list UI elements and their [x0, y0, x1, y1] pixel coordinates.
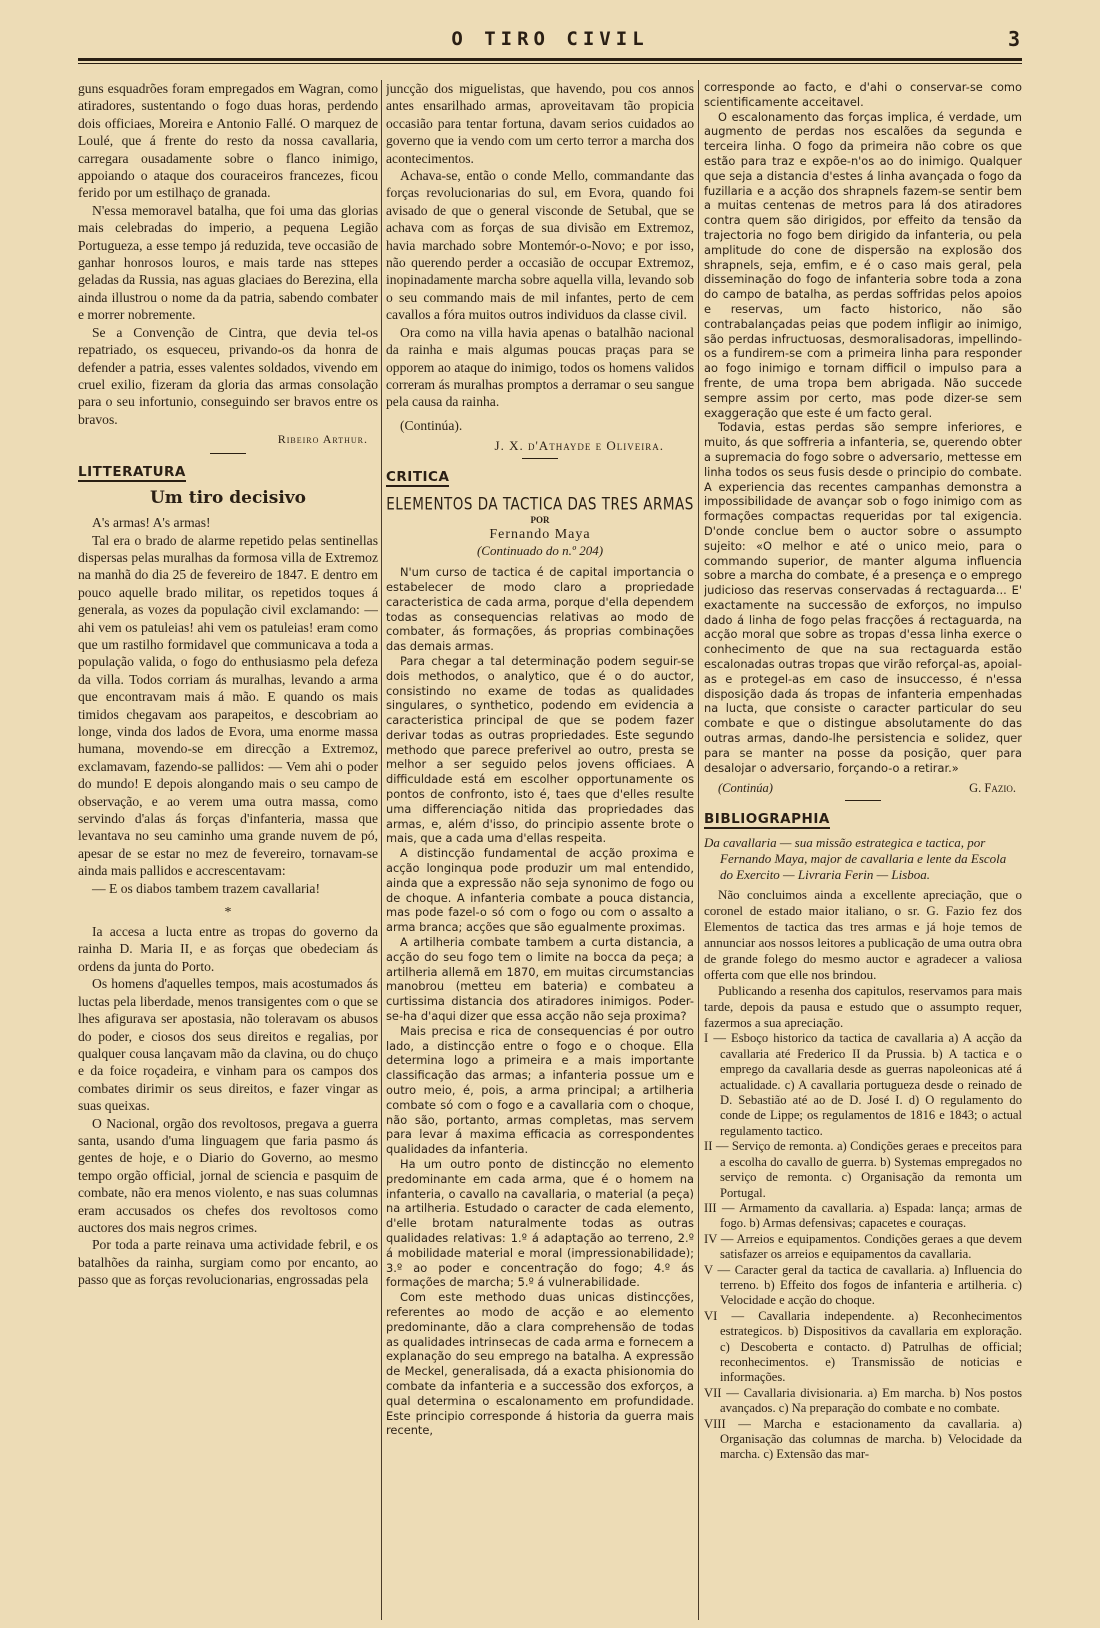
chapter-list-item: VI — Cavallaria independente. a) Reconhecimentos estrategicos. b) Dispositivos da cavallaria em exploração. c) Descoberta e contacto. d) Patrulhas de official; reconhecimentos. e) Transmissão de noticias e informações. [704, 1308, 1022, 1385]
paragraph: N'essa memoravel batalha, que foi uma das glorias mais celebradas do imperio, a pequena Legião Portugueza, a esse tempo já reduzida, teve occasião de ganhar honrosos louros, e mais tarde nas sttepes geladas da Russia, nas aguas glaciaes do Berezina, ella ainda illustrou o nome da da patria, sabendo combater e morrer nobremente. [78, 202, 378, 323]
header-rule-thin [78, 63, 1022, 64]
newspaper-title: O TIRO CIVIL [451, 28, 649, 50]
paragraph: juncção dos miguelistas, que havendo, pou cos annos antes ensarilhado armas, aproveitavam tão propicia occasião para tentar fortuna, davam serios cuidados ao governo que ia vendo com um certo terror a marcha dos acontecimentos. [386, 81, 694, 166]
paragraph: Publicando a resenha dos capitulos, reservamos para mais tarde, depois da pausa e estudo que o assumpto requer, fazermos a sua apreciação. [704, 983, 1022, 1031]
chapter-list-item: V — Caracter geral da tactica de cavallaria. a) Influencia do terreno. b) Effeito dos fogos de infanteria e artilheria. c) Velocidade e acção do choque. [704, 1262, 1022, 1308]
byline-author: Fernando Maya [489, 527, 591, 543]
paragraph: guns esquadrões foram empregados em Wagran, como atiradores, sustentando o fogo duas horas, perdendo dois officiaes, Moreira e Antonio Fallé. O marquez de Loulé, que á frente do resto da nossa cavallaria, carregara ousadamente sobre o flanco inimigo, appoiando o ataque dos couraceiros francezes, ficou ferido por um estilhaço de granada. [78, 81, 378, 201]
section-star: * [224, 905, 232, 921]
chapter-list-item: VII — Cavallaria divisionaria. a) Em marcha. b) Nos postos avançados. c) Na preparação do combate e no combate. [704, 1385, 1022, 1416]
continued-note: (Continuado do n.º 204) [476, 543, 604, 559]
paragraph: Se a Convenção de Cintra, que devia tel-os repatriado, os esqueceu, privando-os da honra de defender a patria, esses valentes soldados, vivendo em cruel exilio, fizeram da gloria das armas consolação para o seu infortunio, conseguindo ser bravos entre os bravos. [78, 324, 378, 427]
section-heading-critica: CRITICA [386, 469, 450, 486]
paragraph: Por toda a parte reinava uma actividade febril, e os batalhões da rainha, surgiam como por encanto, ao passo que as forças revolucionarias, engrossadas pela [78, 1237, 378, 1288]
separator [522, 458, 558, 459]
column-divider [698, 80, 699, 1620]
header-rule-thick [78, 58, 1022, 61]
paragraph: Mais precisa e rica de consequencias é por outro lado, a distincção entre o fogo e o choque. Ella determina logo a primeira e a mais importante classificação das armas; a infanteria possue um e outro meio, é, pois, a arma principal; a artilheria combate só com o fogo e a cavallaria com o choque, não são, portanto, armas completas, mas servem para levar á maxima efficacia as correspondentes qualidades da infanteria. [386, 1023, 694, 1157]
chapter-list-item: II — Serviço de remonta. a) Condições geraes e preceitos para a escolha do cavallo de guerra. b) Systemas empregados no serviço de remonta. c) Organisação da remonta um Portugal. [704, 1139, 1022, 1200]
paragraph: Para chegar a tal determinação podem seguir-se dois methodos, o analytico, que é o do auctor, consistindo no exame de todas as qualidades singulares, o synthetico, podendo em evidencia a caracteristica principal de que se podem fazer derivar todas as outras propriedades. Este segundo methodo que parece preferivel ao outro, presta se melhor a ser seguido pelos jovens officiaes. A difficuldade está em escolher opportunamente os pontos de confronto, isto é, taes que d'elles resulte uma differenciação nitida das propriedades das armas, e, além d'isso, do principio assente brote o mais, que a cada uma d'ellas respeita. [386, 653, 694, 846]
bibliography-entry: Da cavallaria — sua missão estrategica e tactica, por Fernando Maya, major de cavallaria e lente da Escola do Exercito — Livraria Ferin — Lisboa. [704, 835, 1007, 883]
paragraph: — E os diabos tambem trazem cavallaria! [92, 880, 320, 896]
paragraph: N'um curso de tactica é de capital importancia o estabelecer de modo claro a propriedade caracteristica de cada arma, porque d'ella dependem todas as consequencias relativas ao modo de combater, ás formações, ás proprias combinações das demais armas. [386, 565, 694, 654]
separator [845, 800, 881, 801]
paragraph: Todavia, estas perdas são sempre inferiores, e muito, ás que soffreria a infanteria, se, querendo obter a supremacia do fogo sobre o adversario, mettesse em linha todos os seus fusis desde o principio do combate. A experiencia das recentes campanhas demonstra a impossibilidade de avançar sob o fogo inimigo com as formações compactas requeridas por tal exigencia. D'onde conclue bem o auctor sobre o assumpto sujeito: «O melhor e até o unico meio, para o commando superior, de manter alguma influencia sobre a marcha do combate, é a presença e o emprego judicioso das reservas conservadas á rectaguarda... E' exactamente na successão de exforços, no impulso dado á linha de fogo pelas fracções á rectaguarda, na acção moral que sobre as tropas d'essa linha exerce o conhecimento de que na sua rectaguarda estão escalonadas outras tropas que virão reforçal-as, apoial-as e protegel-as em caso de insuccesso, é n'essa disposição dada ás tropas de infanteria empenhadas na lucta, que consiste o caracter particular do seu combate e que o distingue absolutamente do das outras armas, dando-lhe persistencia e solidez, quer para se manter na posse da posição, quer para desalojar o adversario, forçando-o a retirar.» [704, 420, 1022, 775]
separator [210, 453, 246, 454]
continua-note: (Continúa). [400, 417, 463, 433]
paragraph: Ia accesa a lucta entre as tropas do governo da rainha D. Maria II, e as forças que obedeciam ás ordens da junta do Porto. [78, 924, 378, 974]
paragraph: O escalonamento das forças implica, é verdade, um augmento de perdas nos escalões da segunda e terceira linha. O fogo da primeira não cobre os que estão para traz e expõe-n'os ao do inimigo. Qualquer que seja a distancia d'estes á linha avançada o fogo da fuzillaria e a acção dos shrapnels fazem-se sentir bem a muitas centenas de metros para lá dos atiradores contra quem são dirigidos, por effeito da tensão da trajectoria no fogo bem dirigido da infanteria, ou pela amplitude do cone de dispersão na explosão dos shrapnels, seja, emfim, e é o caso mais geral, pela disseminação do fogo de infanteria sobre toda a zona do campo de batalha, as perdas soffridas pelos apoios e reservas, um facto historico, não são contrabalançadas peias que podem infligir ao inimigo, são perdas infructuosas, desmoralisadoras, impellindo-os a fundirem-se com a primeira linha para responder ao fogo inimigo e tornam difficil o impulso para a frente, de uma tropa bem abrigada. Não succede sempre assim por certo, mas pode dizer-se sem exaggeração que este é um facto geral. [704, 109, 1022, 420]
paragraph: Ora como na villa havia apenas o batalhão nacional da rainha e mais algumas poucas praças para se opporem ao ataque do inimigo, todos os homens validos correram ás muralhas promptos a derramar o seu sangue pela causa da rainha. [386, 324, 694, 410]
author-signature: G. Fazio. [969, 781, 1016, 796]
column-1 [78, 80, 378, 1289]
chapter-list-item: I — Esboço historico da tactica de cavallaria a) A acção da cavallaria até Frederico II da Prussia. b) A tactica e o emprego da cavallaria desde as guerras napoleonicas até á actualidade. c) A cavallaria portugueza desde o reinado de D. Sebastião até ao de D. José I. d) O regulamento do conde de Lippe; os regulamentos de 1816 e 1843; o actual regulamento tactico. [704, 1031, 1022, 1138]
section-heading-bibliographia: BIBLIOGRAPHIA [704, 811, 830, 828]
chapter-list-item: VIII — Marcha e estacionamento da cavallaria. a) Organisação das columnas de marcha. b) Velocidade da marcha. c) Extensão das mar- [704, 1416, 1022, 1462]
author-signature: J. X. d'Athayde e Oliveira. [494, 438, 664, 454]
paragraph: Tal era o brado de alarme repetido pelas sentinellas dispersas pelas muralhas da formosa villa de Extremoz na manhã do dia 25 de fevereiro de 1847. E dentro em pouco aquelle brado militar, os repetidos toques á generala, as vozes da população civil exclamando: — ahi vem os patuleias! ahi vem os patuleias! eram como que um rastilho formidavel que communicava a toda a população valida, o fogo do enthusiasmo pela defeza da villa. Todos corriam ás muralhas, levando a arma que encontravam mais á mão. E quando os mais timidos chegavam aos parapeitos, e descobriam ao longe, vinda dos lados de Evora, uma enorme massa humana, movendo-se em direcção a Extremoz, exclamavam, fazendo-se pallidos: — Vem ahi o poder do mundo! E depois alongando mais o seu campo de observação, e ao verem uma outra massa, como servindo d'alas ás forças d'infanteria, massa que levantava no seu caminho uma grande nuvem de pó, apesar de se estar no mez de fevereiro, tornavam-se ainda mais pallidos e accrescentavam: [78, 532, 378, 879]
paragraph: A distincção fundamental de acção proxima e acção longinqua pode produzir um mal entendido, ainda que a expressão não seja synonimo de fogo ou de choque. A infanteria combate a pouca distancia, mas pode fazel-o só com o fogo ou com o assalto a arma branca; acções que são egualmente proximas. [386, 846, 694, 935]
paragraph: corresponde ao facto, e d'ahi o conservar-se como scientificamente acceitavel. [704, 80, 1022, 109]
signature-line [718, 781, 1016, 796]
article-title: ELEMENTOS DA TACTICA DAS TRES ARMAS [386, 493, 694, 515]
byline-por: POR [530, 515, 550, 526]
section-heading-litteratura: LITTERATURA [78, 464, 186, 481]
column-divider [381, 80, 382, 1620]
paragraph: Achava-se, então o conde Mello, commandante das forças revolucionarias do sul, em Evora, quando foi avisado de que o general visconde de Setubal, que se achava com as forças de sua divisão em Extremoz, havia marchado sobre Montemór-o-Novo; e por isso, não querendo perder a occasião de occupar Extremoz, inopinadamente marcha sobre aquella villa, levando sob o seu commando mais de mil infantes, perto de cem cavallos a fóra muitos outros individuos da classe civil. [386, 168, 694, 323]
column-2 [386, 80, 694, 1438]
chapter-list-item: III — Armamento da cavallaria. a) Espada: lança; armas de fogo. b) Armas defensivas; capacetes e couraças. [704, 1200, 1022, 1231]
page-header [0, 22, 1100, 58]
chapter-list-item: IV — Arreios e equipamentos. Condições geraes a que devem satisfazer os arreios e equipamentos da cavallaria. [704, 1231, 1022, 1262]
paragraph: A's armas! A's armas! [92, 515, 211, 531]
paragraph: A artilheria combate tambem a curta distancia, a acção do seu fogo tem o limite na bocca da peça; a artilheria allemã em 1870, em muitas circumstancias manobrou (metteu em bateria) e combateu a curtissima distancia dos atiradores inimigos. Poder-se-ha d'aqui dizer que essa acção não seja proxima? [386, 935, 694, 1024]
paragraph: Ha um outro ponto de distincção no elemento predominante em cada arma, que é o homem na infanteria, o cavallo na cavallaria, o material (a peça) na artilheria. Estudado o caracter de cada elemento, d'elle brotam naturalmente todas as outras qualidades relativas: 1.º á adaptação ao terreno, 2.º á mobilidade material e moral (impressionabilidade); 3.º ao poder e concentração do fogo; 4.º ás formações de marcha; 5.º á vulnerabilidade. [386, 1157, 694, 1290]
page-number: 3 [1007, 27, 1020, 51]
continua-note: (Continúa) [718, 781, 773, 796]
author-signature: Ribeiro Arthur. [277, 432, 368, 447]
paragraph: Não concluimos ainda a excellente apreciação, que o coronel de estado maior italiano, o sr. G. Fazio fez dos Elementos de tactica das tres armas e já hoje temos de annunciar aos nossos leitores a publicação de uma outra obra de grande folego do mesmo auctor e agradecer a valiosa offerta com que elle nos brindou. [704, 887, 1022, 983]
article-title: Um tiro decisivo [149, 488, 306, 509]
paragraph: O Nacional, orgão dos revoltosos, pregava a guerra santa, usando d'uma linguagem que faria pasmo ás gentes de hoje, e o Diario do Governo, ao mesmo tempo orgão official, jornal de sciencia e pasquim de combate, não era menos violento, e nas suas columnas eram accusados os chefes dos revoltosos como auctores dos mais negros crimes. [78, 1115, 378, 1235]
paragraph: Os homens d'aquelles tempos, mais acostumados ás luctas pela liberdade, menos transigentes com o que se lhes afigurava ser apostasia, não toleravam os abusos do poder, e ciosos dos seus direitos e regalias, por qualquer cousa lançavam mão da clavina, ou do chuço e da foice roçadeira, e vinham para os campos dos combates dirimir os seus direitos, e fazer vingar as suas queixas. [78, 976, 378, 1114]
column-3 [704, 80, 1022, 1463]
paragraph: Com este methodo duas unicas distincções, referentes ao modo de acção e ao elemento predominante, dão a clara comprehensão de todas as qualidades intrinsecas de cada arma e fornecem a explanação do seu emprego na batalha. A expressão de Meckel, generalisada, dá a exacta phisionomia do combate da infanteria e a successão dos exforços, a qual determina o escalonamento em profundidade. Este principio corresponde á historia da guerra mais recente, [386, 1290, 694, 1438]
